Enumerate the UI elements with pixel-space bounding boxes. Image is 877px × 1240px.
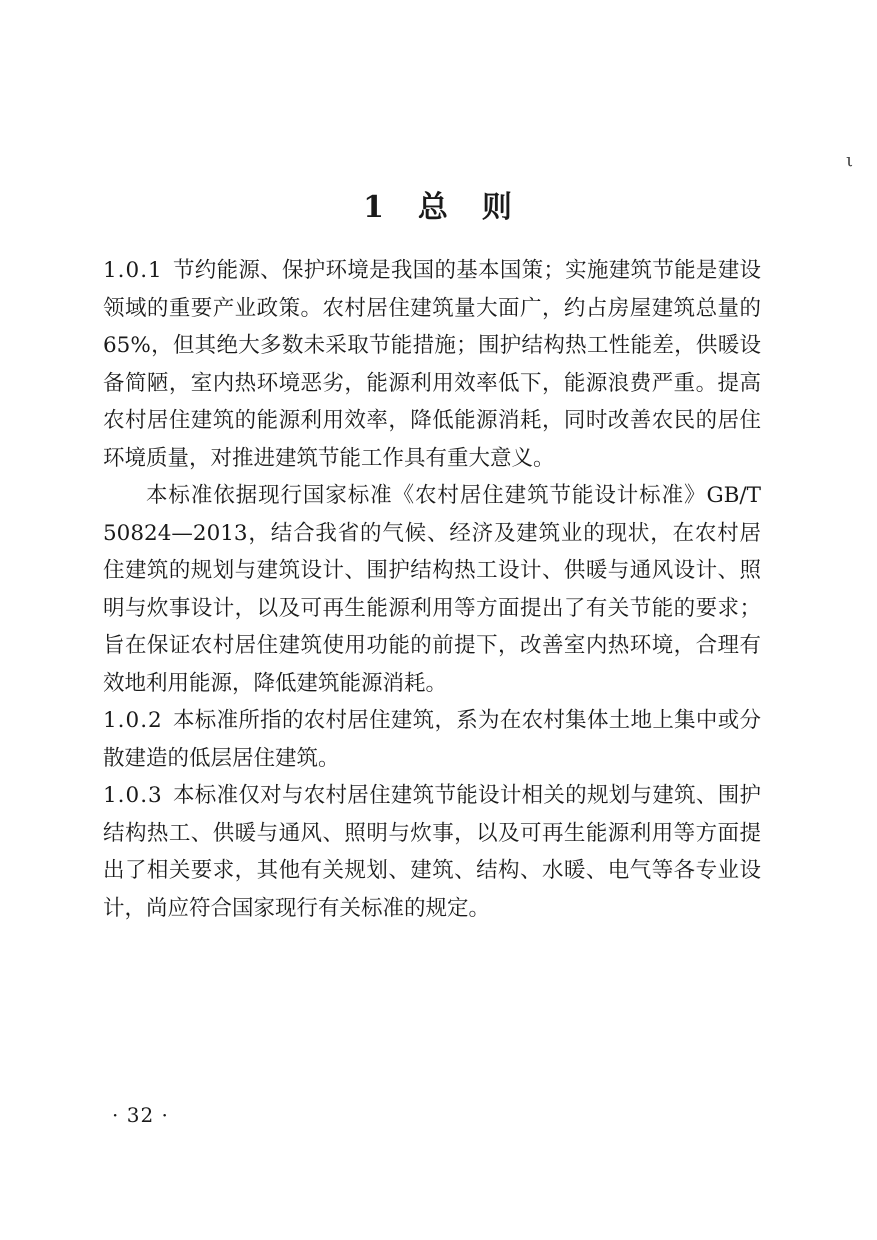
scan-artifact-mark: ι: [846, 150, 854, 171]
clause-number: 1.0.2: [103, 708, 163, 733]
document-body: [103, 252, 761, 927]
clause-1-0-1-paragraph-2: [103, 477, 761, 702]
page-number: · 32 ·: [112, 1103, 169, 1127]
clause-1-0-1: [103, 252, 761, 477]
chapter-title: 1 总 则: [363, 190, 514, 226]
clause-text: 本标准依据现行国家标准《农村居住建筑节能设计标准》GB/T 50824—2013，结合我省的气候、经济及建筑业的现状，在农村居住建筑的规划与建筑设计、围护结构热工设计、供暖与通风设计、照明与炊事设计，以及可再生能源利用等方面提出了有关节能的要求；旨在保证农村居住建筑使用功能的前提下，改善室内热环境，合理有效地利用能源，降低建筑能源消耗。: [103, 483, 761, 696]
clause-text: 本标准所指的农村居住建筑，系为在农村集体土地上集中或分散建造的低层居住建筑。: [103, 708, 761, 771]
clause-text: 节约能源、保护环境是我国的基本国策；实施建筑节能是建设领域的重要产业政策。农村居住建筑量大面广，约占房屋建筑总量的65%，但其绝大多数未采取节能措施；围护结构热工性能差，供暖设备简陋，室内热环境恶劣，能源利用效率低下，能源浪费严重。提高农村居住建筑的能源利用效率，降低能源消耗，同时改善农民的居住环境质量，对推进建筑节能工作具有重大意义。: [103, 258, 761, 471]
clause-text: 本标准仅对与农村居住建筑节能设计相关的规划与建筑、围护结构热工、供暖与通风、照明与炊事，以及可再生能源利用等方面提出了相关要求，其他有关规划、建筑、结构、水暖、电气等各专业设计，尚应符合国家现行有关标准的规定。: [103, 783, 761, 921]
clause-1-0-3: [103, 777, 761, 927]
clause-1-0-2: [103, 702, 761, 777]
clause-number: 1.0.3: [103, 783, 163, 808]
clause-number: 1.0.1: [103, 258, 163, 283]
